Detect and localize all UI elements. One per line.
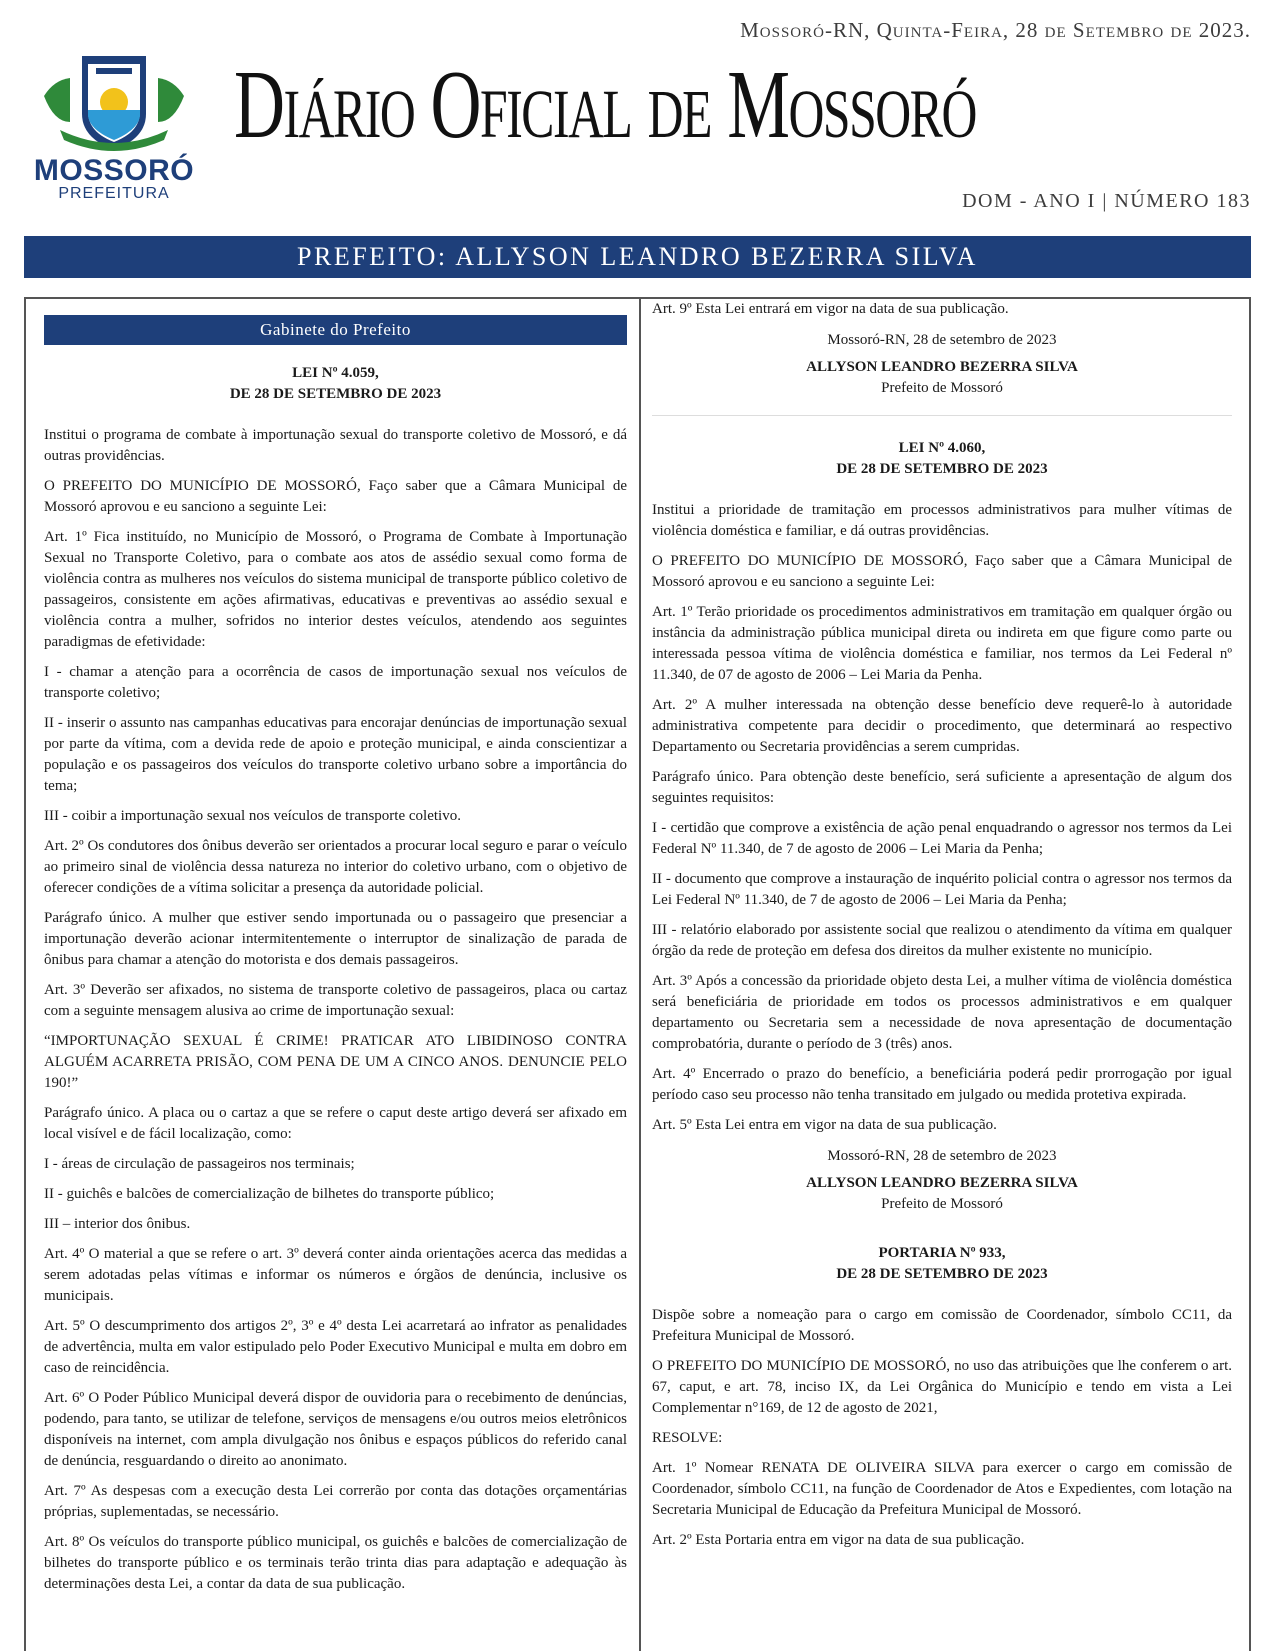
paragraph: II - guichês e balcões de comercialização de bilhetes do transporte público;	[44, 1186, 495, 1202]
paragraph: Art. 5º Esta Lei entra em vigor na data de sua publicação.	[652, 1117, 997, 1133]
dateline: Mossoró-RN, Quinta-Feira, 28 de Setembro de 2023.	[740, 18, 1251, 42]
paragraph: Art. 9º Esta Lei entrará em vigor na data de sua publicação.	[652, 301, 1009, 317]
column-divider	[639, 297, 641, 1651]
paragraph: Art. 7º As despesas com a execução desta Lei correrão por conta das dotações orçamentárias próprias, suplementadas, se necessário.	[44, 1483, 627, 1520]
signature-role: Prefeito de Mossoró	[881, 380, 1003, 396]
logo-wordmark: MOSSORÓ	[33, 154, 195, 187]
paragraph: O PREFEITO DO MUNICÍPIO DE MOSSORÓ, Faço saber que a Câmara Municipal de Mossoró aprovou e eu sanciono a seguinte Lei:	[652, 553, 1232, 590]
prefeitura-logo	[24, 52, 204, 202]
paragraph: Art. 3º Deverão ser afixados, no sistema de transporte coletivo de passageiros, placa ou cartaz com a seguinte mensagem alusiva ao crime de importunação sexual:	[44, 982, 627, 1019]
right-column	[652, 297, 1232, 1560]
edition-number: DOM - ANO I | NÚMERO 183	[962, 190, 1251, 212]
law-date: DE 28 DE SETEMBRO DE 2023	[229, 386, 442, 402]
law-number: LEI Nº 4.059,	[292, 365, 379, 381]
paragraph: Art. 8º Os veículos do transporte público municipal, os guichês e balcões de comercialização de bilhetes do transporte público e os terminais terão trinta dias para adaptação e adequação às determinações desta Lei, a contar da data de sua publicação.	[44, 1534, 627, 1592]
paragraph: O PREFEITO DO MUNICÍPIO DE MOSSORÓ, Faço saber que a Câmara Municipal de Mossoró aprovou e eu sanciono a seguinte Lei:	[44, 478, 627, 515]
coat-of-arms-icon	[24, 52, 204, 156]
paragraph: I - chamar a atenção para a ocorrência de casos de importunação sexual nos veículos de transporte coletivo;	[44, 664, 627, 701]
paragraph: Art. 6º O Poder Público Municipal deverá dispor de ouvidoria para o recebimento de denúncias, podendo, para tanto, se utilizar de telefone, serviços de mensagens e/ou outros meios eletrônicos disponíveis na internet, com ampla divulgação nos ônibus e espaços públicos do referido canal de denúncia, resguardando o direito ao anonimato.	[44, 1390, 627, 1469]
portaria-title	[652, 1243, 1232, 1285]
masthead-title: Diário Oficial de Mossoró	[234, 51, 976, 159]
paragraph: Art. 1º Fica instituído, no Município de Mossoró, o Programa de Combate à Importunação Sexual no Transporte Coletivo, para o combate aos atos de assédio sexual como forma de violência contra as mulheres nos veículos do sistema municipal de transporte público coletivo de passageiros, consistente em ações afirmativas, educativas e preventivas ao assédio sexual e violência contra a mulher, sofridos no interior destes veículos, atendendo aos seguintes paradigmas de efetividade:	[44, 529, 627, 650]
portaria-number: PORTARIA Nº 933,	[878, 1245, 1006, 1261]
paragraph: Parágrafo único. A mulher que estiver sendo importunada ou o passageiro que presenciar a importunação deverão acionar intermitentemente o interruptor de sinalização de parada de ônibus para chamar a atenção do motorista e dos demais passageiros.	[44, 910, 627, 968]
section-heading: Gabinete do Prefeito	[44, 315, 627, 345]
paragraph: Art. 3º Após a concessão da prioridade objeto desta Lei, a mulher vítima de violência doméstica será beneficiária de prioridade em todos os processos administrativos e em qualquer departamento ou Secretaria sem a necessidade de nova apresentação de documentação comprobatória, durante o período de 3 (três) anos.	[652, 973, 1232, 1052]
law-date: DE 28 DE SETEMBRO DE 2023	[836, 461, 1048, 477]
paragraph: I - certidão que comprove a existência de ação penal enquadrando o agressor nos termos da Lei Federal Nº 11.340, de 7 de agosto de 2006 – Lei Maria da Penha;	[652, 820, 1232, 857]
signature-block	[652, 330, 1232, 399]
paragraph: II - documento que comprove a instauração de inquérito policial contra o agressor nos termos da Lei Federal Nº 11.340, de 7 de agosto de 2006 – Lei Maria da Penha;	[652, 871, 1232, 908]
section-separator	[652, 415, 1232, 416]
signature-name: ALLYSON LEANDRO BEZERRA SILVA	[806, 359, 1078, 375]
paragraph: Parágrafo único. Para obtenção deste benefício, será suficiente a apresentação de algum dos seguintes requisitos:	[652, 769, 1232, 806]
paragraph: Art. 1º Terão prioridade os procedimentos administrativos em tramitação em qualquer órgão ou instância da administração pública municipal direta ou indireta em que figure como parte ou interessada pessoa vítima de violência doméstica e familiar, nos termos da Lei Federal nº 11.340, de 07 de agosto de 2006 – Lei Maria da Penha.	[652, 604, 1232, 683]
mayor-banner: PREFEITO: ALLYSON LEANDRO BEZERRA SILVA	[24, 236, 1251, 278]
paragraph: Art. 2º Esta Portaria entra em vigor na data de sua publicação.	[652, 1532, 1025, 1548]
paragraph: Dispõe sobre a nomeação para o cargo em comissão de Coordenador, símbolo CC11, da Prefeitura Municipal de Mossoró.	[652, 1307, 1232, 1344]
signature-place: Mossoró-RN, 28 de setembro de 2023	[827, 1148, 1057, 1164]
paragraph: Art. 4º Encerrado o prazo do benefício, a beneficiária poderá pedir prorrogação por igual período caso seu processo não tenha transitado em julgado ou medida protetiva expirada.	[652, 1066, 1232, 1103]
paragraph: Art. 5º O descumprimento dos artigos 2º, 3º e 4º desta Lei acarretará ao infrator as penalidades de advertência, multa em valor estipulado pelo Poder Executivo Municipal e multa em dobro em caso de reincidência.	[44, 1318, 627, 1376]
paragraph: I - áreas de circulação de passageiros nos terminais;	[44, 1156, 355, 1172]
paragraph: III - relatório elaborado por assistente social que realizou o atendimento da vítima em qualquer órgão da rede de proteção em defesa dos direitos da mulher existente no município.	[652, 922, 1232, 959]
paragraph: Institui a prioridade de tramitação em processos administrativos para mulher vítimas de violência doméstica e familiar, e dá outras providências.	[652, 502, 1232, 539]
law-title	[652, 438, 1232, 480]
paragraph: O PREFEITO DO MUNICÍPIO DE MOSSORÓ, no uso das atribuições que lhe conferem o art. 67, caput, e art. 78, inciso IX, da Lei Orgânica do Município e tendo em vista a Lei Complementar n°169, de 12 de agosto de 2021,	[652, 1358, 1232, 1416]
signature-name: ALLYSON LEANDRO BEZERRA SILVA	[806, 1175, 1078, 1191]
paragraph: II - inserir o assunto nas campanhas educativas para encorajar denúncias de importunação sexual por parte da vítima, com a devida rede de apoio e proteção municipal, e ainda conscientizar a população e os passageiros dos veículos do transporte coletivo urbano sobre a importância do tema;	[44, 715, 627, 794]
paragraph: Art. 2º Os condutores dos ônibus deverão ser orientados a procurar local seguro e parar o veículo ao primeiro sinal de violência dessa natureza no interior do coletivo urbano, com o objetivo de oferecer condições de a vítima solicitar a presença da autoridade policial.	[44, 838, 627, 896]
law-title	[44, 363, 627, 405]
paragraph: III - coibir a importunação sexual nos veículos de transporte coletivo.	[44, 808, 461, 824]
left-column	[44, 297, 627, 1604]
quote-paragraph: “IMPORTUNAÇÃO SEXUAL É CRIME! PRATICAR ATO LIBIDINOSO CONTRA ALGUÉM ACARRETA PRISÃO, COM PENA DE UM A CINCO ANOS. DENUNCIE PELO 190!”	[44, 1033, 627, 1091]
signature-place: Mossoró-RN, 28 de setembro de 2023	[827, 332, 1057, 348]
paragraph: III – interior dos ônibus.	[44, 1216, 191, 1232]
signature-role: Prefeito de Mossoró	[881, 1196, 1003, 1212]
logo-subtitle: PREFEITURA	[58, 185, 170, 202]
paragraph: Institui o programa de combate à importunação sexual do transporte coletivo de Mossoró, e dá outras providências.	[44, 427, 627, 464]
paragraph: Art. 2º A mulher interessada na obtenção desse benefício deve requerê-lo à autoridade administrativa competente para decidir o procedimento, que determinará ao respectivo Departamento ou Secretaria providências a serem cumpridas.	[652, 697, 1232, 755]
paragraph: Art. 1º Nomear RENATA DE OLIVEIRA SILVA para exercer o cargo em comissão de Coordenador, símbolo CC11, na função de Coordenador de Atos e Expedientes, com lotação na Secretaria Municipal de Educação da Prefeitura Municipal de Mossoró.	[652, 1460, 1232, 1518]
portaria-date: DE 28 DE SETEMBRO DE 2023	[836, 1266, 1048, 1282]
law-number: LEI Nº 4.060,	[898, 440, 986, 456]
paragraph: RESOLVE:	[652, 1430, 723, 1446]
signature-block	[652, 1146, 1232, 1215]
paragraph: Art. 4º O material a que se refere o art. 3º deverá conter ainda orientações acerca das medidas a serem adotadas pelas vítimas e informar os números e órgãos de denúncia, inclusive os municipais.	[44, 1246, 627, 1304]
paragraph: Parágrafo único. A placa ou o cartaz a que se refere o caput deste artigo deverá ser afixado em local visível e de fácil localização, como:	[44, 1105, 627, 1142]
